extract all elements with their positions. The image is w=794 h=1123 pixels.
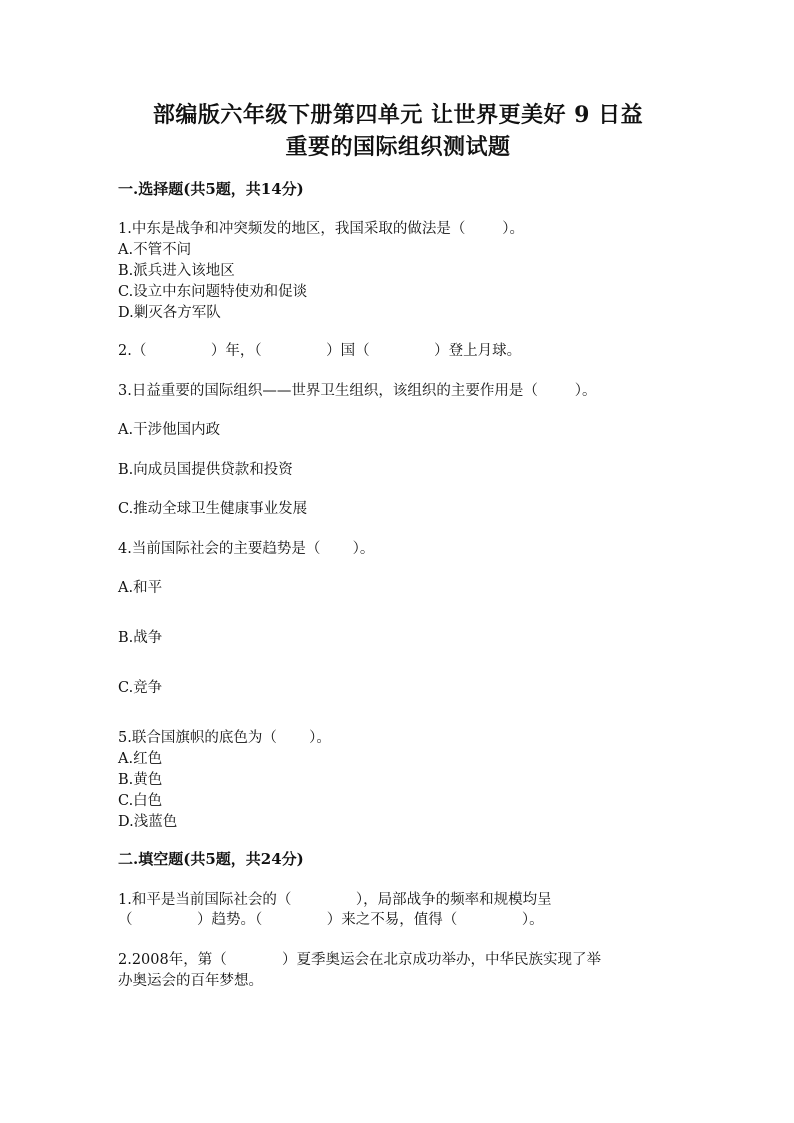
question-3-option-c: C.推动全球卫生健康事业发展 bbox=[118, 501, 308, 517]
question-3-option-b: B.向成员国提供贷款和投资 bbox=[118, 462, 293, 478]
question-1-option-b: B.派兵进入该地区 bbox=[118, 263, 235, 279]
section-heading-fill-in-blank: 二.填空题(共5题，共24分) bbox=[118, 850, 304, 868]
question-4-option-c: C.竞争 bbox=[118, 680, 163, 696]
question-5-option-c: C.白色 bbox=[118, 793, 163, 809]
fill-question-1-stem-continued: （ ）趋势。（ ）来之不易，值得（ ）。 bbox=[118, 912, 544, 928]
question-4-option-b: B.战争 bbox=[118, 630, 163, 646]
question-5-option-a: A.红色 bbox=[118, 751, 163, 767]
question-3-option-a: A.干涉他国内政 bbox=[118, 422, 221, 438]
fill-question-1-stem: 1.和平是当前国际社会的（ ），局部战争的频率和规模均呈 bbox=[118, 892, 552, 908]
question-1-option-c: C.设立中东问题特使劝和促谈 bbox=[118, 284, 308, 300]
question-5-option-b: B.黄色 bbox=[118, 772, 163, 788]
question-5-option-d: D.浅蓝色 bbox=[118, 814, 178, 830]
question-1-option-a: A.不管不问 bbox=[118, 242, 192, 258]
fill-question-2-stem-continued: 办奥运会的百年梦想。 bbox=[118, 973, 263, 989]
question-4-stem: 4.当前国际社会的主要趋势是（ ）。 bbox=[118, 541, 375, 557]
question-2-stem: 2.（ ）年，（ ）国（ ）登上月球。 bbox=[118, 343, 522, 359]
section-heading-multiple-choice: 一.选择题(共5题，共14分) bbox=[118, 180, 304, 198]
fill-question-2-stem: 2.2008年，第（ ）夏季奥运会在北京成功举办，中华民族实现了举 bbox=[118, 952, 602, 968]
question-4-option-a: A.和平 bbox=[118, 580, 163, 596]
question-1-stem: 1.中东是战争和冲突频发的地区，我国采取的做法是（ ）。 bbox=[118, 221, 524, 237]
question-3-stem: 3.日益重要的国际组织——世界卫生组织，该组织的主要作用是（ ）。 bbox=[118, 383, 597, 399]
page-title-line-1: 部编版六年级下册第四单元 让世界更美好 9 日益 bbox=[152, 102, 644, 128]
page-title-line-2: 重要的国际组织测试题 bbox=[285, 134, 511, 160]
question-5-stem: 5.联合国旗帜的底色为（ ）。 bbox=[118, 730, 331, 746]
question-1-option-d: D.剿灭各方军队 bbox=[118, 305, 221, 321]
